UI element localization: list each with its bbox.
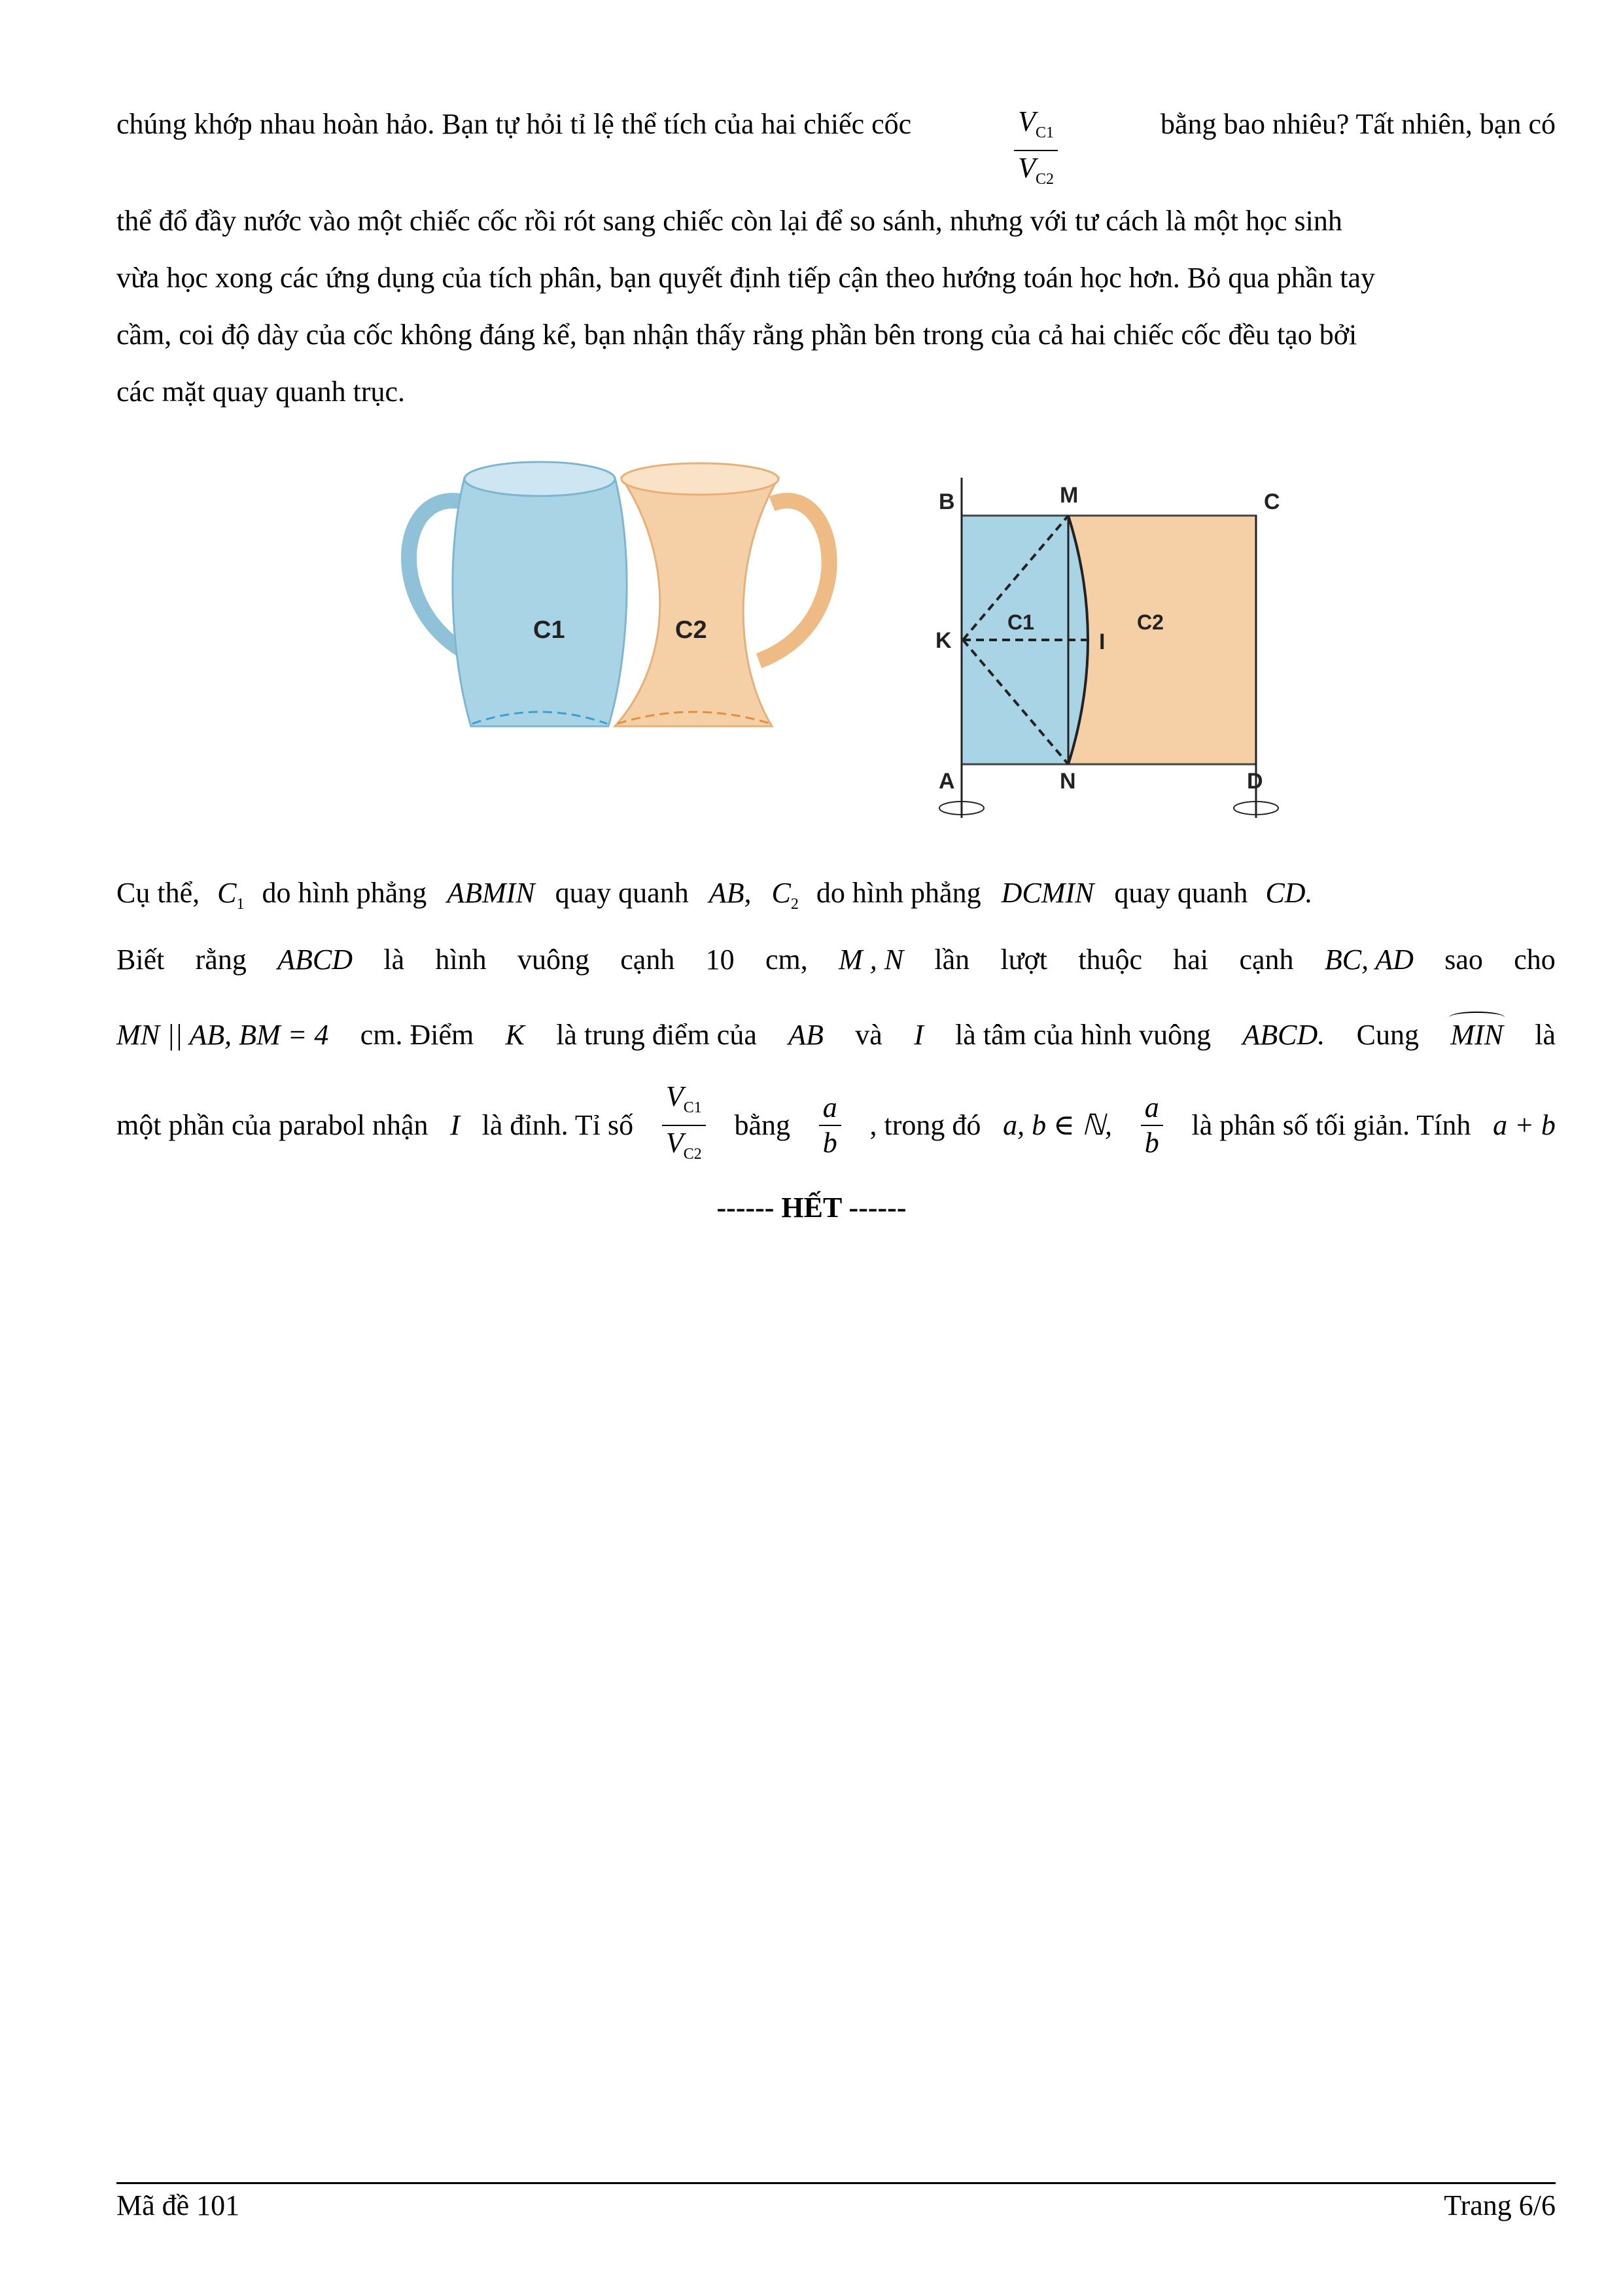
blue-cup-body <box>453 478 627 726</box>
point-b: B <box>939 489 955 514</box>
paragraph-line-8: MN || AB, BM = 4 cm. Điểm K là trung điểm của AB và I là tâm của hình vuông ABCD. Cung MIN là <box>116 1016 1556 1055</box>
footer-divider <box>116 2182 1556 2184</box>
end-heading: ------ HẾT ------ <box>716 1192 907 1224</box>
text-segment: bằng bao nhiêu? Tất nhiên, bạn có <box>1161 108 1556 140</box>
paragraph-line-2: thể đổ đầy nước vào một chiếc cốc rồi rót sang chiếc còn lại để so sánh, nhưng với tư cách là một học sinh <box>116 205 1342 237</box>
point-c: C <box>1264 489 1280 514</box>
orange-cup-handle <box>759 501 829 661</box>
orange-cup-rim <box>621 463 778 495</box>
figure-svg <box>366 425 1280 844</box>
page-footer <box>116 2189 1556 2222</box>
paragraph-line-9: một phần của parabol nhận I là đỉnh. Tỉ số $\frac{V_{C1}}{V_{C2}}$ bằng $\frac{a}{b}$ , trong đó a, b ∈ ℕ, $\frac{a}{b}$ là phân số tối giản. Tính a + b <box>116 1086 1556 1165</box>
paragraph-line-5: các mặt quay quanh trục. <box>116 376 406 408</box>
point-k: K <box>935 628 952 653</box>
region1-label: C1 <box>1007 610 1034 634</box>
point-i: I <box>1099 629 1106 654</box>
cup1-label: C1 <box>533 616 565 644</box>
volume-ratio-fraction-2: $\frac{V_{C1}}{V_{C2}}$ <box>662 1080 706 1171</box>
paragraph-line-7: Biết rằng ABCD là hình vuông cạnh 10 cm, M , N lần lượt thuộc hai cạnh BC, AD sao cho <box>116 944 1556 976</box>
volume-ratio-fraction: $\frac{V_{C1}}{V_{C2}}$ <box>1014 105 1058 196</box>
point-d: D <box>1247 769 1263 794</box>
paragraph-line-1 <box>116 105 1556 196</box>
fraction-a-b: $\frac{a}{b}$ <box>819 1091 841 1160</box>
orange-cup-body <box>615 478 778 726</box>
cups-figure <box>366 425 1280 844</box>
blue-cup-rim <box>464 462 615 496</box>
paragraph-line-6: Cụ thể, $C_1$ do hình phẳng ABMIN quay quanh AB, $C_2$ do hình phẳng DCMIN quay quanh CD. <box>116 877 1313 913</box>
point-a: A <box>939 769 955 794</box>
fraction-a-b-2: $\frac{a}{b}$ <box>1141 1091 1163 1160</box>
region2-label: C2 <box>1137 610 1164 634</box>
paragraph-line-4: cầm, coi độ dày của cốc không đáng kể, bạn nhận thấy rằng phần bên trong của cả hai chiếc cốc đều tạo bởi <box>116 319 1357 351</box>
point-m: M <box>1060 483 1079 508</box>
cup2-label: C2 <box>675 616 707 644</box>
region-c2 <box>1079 516 1256 764</box>
point-n: N <box>1060 769 1076 794</box>
exam-code: Mã đề 101 <box>116 2189 240 2221</box>
paragraph-line-3: vừa học xong các ứng dụng của tích phân, bạn quyết định tiếp cận theo hướng toán học hơn. Bỏ qua phần tay <box>116 262 1376 294</box>
text-segment: chúng khớp nhau hoàn hảo. Bạn tự hỏi tỉ lệ thể tích của hai chiếc cốc <box>116 108 912 140</box>
arc-min: MIN <box>1450 1016 1503 1055</box>
page-number: Trang 6/6 <box>1444 2189 1556 2221</box>
